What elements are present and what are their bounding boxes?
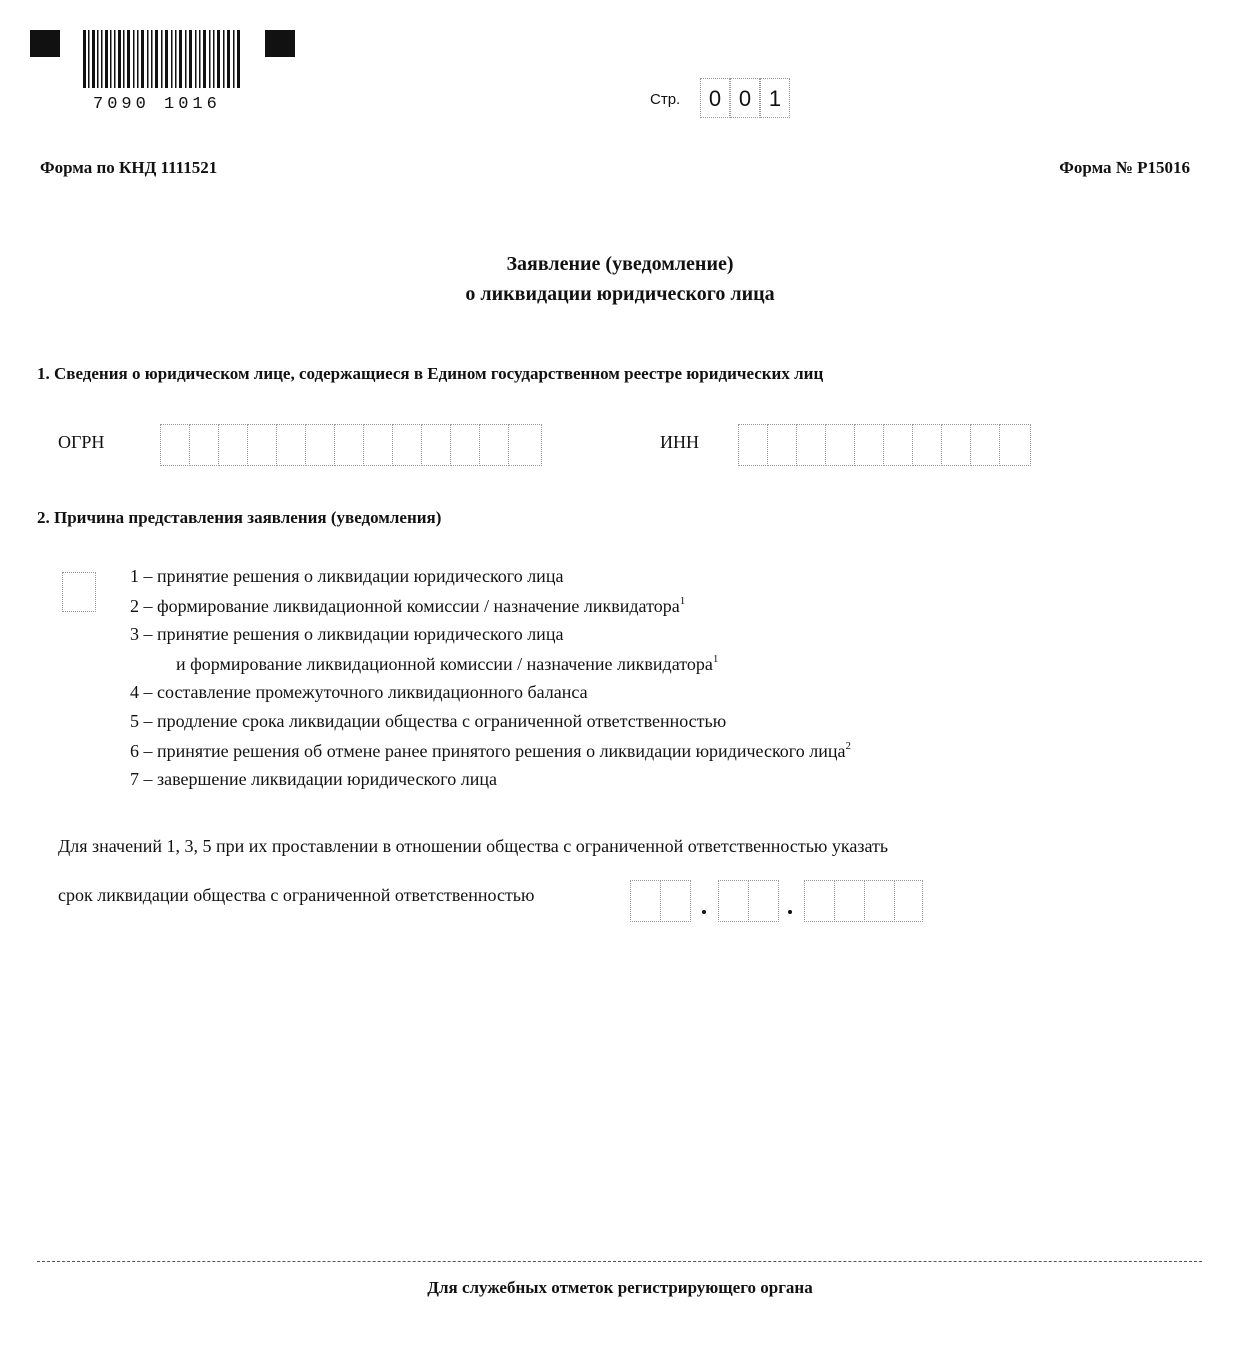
inn-cell[interactable] xyxy=(825,424,855,466)
liquidation-term-note: Для значений 1, 3, 5 при их проставлении в отношении общества с ограниченной ответственностью указать xyxy=(58,836,889,856)
ogrn-cell[interactable] xyxy=(189,424,219,466)
ogrn-cell[interactable] xyxy=(392,424,422,466)
reason-code-cell[interactable] xyxy=(62,572,96,612)
form-knd: Форма по КНД 1111521 xyxy=(40,158,218,177)
page-digit-cell: 0 xyxy=(700,78,730,118)
inn-cell[interactable] xyxy=(738,424,768,466)
ogrn-field[interactable] xyxy=(160,424,542,466)
ogrn-cell[interactable] xyxy=(160,424,190,466)
date-day-cell[interactable] xyxy=(660,880,691,922)
barcode-number: 7090 1016 xyxy=(93,95,221,114)
section2-heading: 2. Причина представления заявления (уведомления) xyxy=(37,508,442,527)
section1-heading: 1. Сведения о юридическом лице, содержащиеся в Едином государственном реестре юридических лиц xyxy=(37,364,824,383)
reason-option-7: 7 – завершение ликвидации юридического лица xyxy=(130,769,497,789)
reason-option-4: 4 – составление промежуточного ликвидационного баланса xyxy=(130,682,588,702)
inn-cell[interactable] xyxy=(970,424,1000,466)
liquidation-date-field[interactable] xyxy=(630,880,923,922)
page-digit-cell: 0 xyxy=(730,78,760,118)
inn-cell[interactable] xyxy=(767,424,797,466)
reason-option-3: 3 – принятие решения о ликвидации юридического лица xyxy=(130,624,564,644)
ogrn-cell[interactable] xyxy=(247,424,277,466)
date-year-cell[interactable] xyxy=(834,880,865,922)
ogrn-cell[interactable] xyxy=(508,424,542,466)
date-year-cell[interactable] xyxy=(864,880,895,922)
date-day-cell[interactable] xyxy=(630,880,661,922)
ogrn-cell[interactable] xyxy=(334,424,364,466)
footnote-mark: 2 xyxy=(845,740,851,752)
page-digit-cell: 1 xyxy=(760,78,790,118)
page-number-cells xyxy=(700,78,790,118)
document-title-line2: о ликвидации юридического лица xyxy=(465,283,775,305)
inn-label: ИНН xyxy=(660,432,699,452)
ogrn-cell[interactable] xyxy=(421,424,451,466)
cut-line xyxy=(37,1261,1202,1262)
footnote-mark: 1 xyxy=(679,595,686,607)
reason-option-2: 2 – формирование ликвидационной комиссии / назначение ликвидатора$^1$ xyxy=(130,595,686,616)
page-label: Стр. xyxy=(650,91,681,108)
reason-option-6: 6 – принятие решения об отмене ранее принятого решения о ликвидации юридического лица$^2$ xyxy=(130,740,851,761)
corner-mark-left xyxy=(30,30,60,57)
registrar-notes-heading: Для служебных отметок регистрирующего органа xyxy=(427,1278,813,1297)
footnote-mark: 1 xyxy=(712,653,719,665)
inn-cell[interactable] xyxy=(796,424,826,466)
liquidation-term-label: срок ликвидации общества с ограниченной ответственностью xyxy=(58,885,535,905)
ogrn-cell[interactable] xyxy=(479,424,509,466)
form-number: Форма № Р15016 xyxy=(1059,158,1190,177)
date-year-cell[interactable] xyxy=(804,880,835,922)
ogrn-cell[interactable] xyxy=(450,424,480,466)
reason-code-field[interactable] xyxy=(62,572,96,612)
inn-cell[interactable] xyxy=(854,424,884,466)
barcode xyxy=(83,30,243,88)
ogrn-cell[interactable] xyxy=(218,424,248,466)
ogrn-cell[interactable] xyxy=(276,424,306,466)
date-year-cell[interactable] xyxy=(894,880,923,922)
corner-mark-right xyxy=(265,30,295,57)
reason-option-5: 5 – продление срока ликвидации общества с ограниченной ответственностью xyxy=(130,711,727,731)
inn-cell[interactable] xyxy=(999,424,1031,466)
inn-cell[interactable] xyxy=(941,424,971,466)
document-title-line1: Заявление (уведомление) xyxy=(506,253,734,275)
date-separator-dot xyxy=(788,910,792,914)
date-separator-dot xyxy=(702,910,706,914)
reason-option-1: 1 – принятие решения о ликвидации юридического лица xyxy=(130,566,564,586)
reason-option-3-continued: и формирование ликвидационной комиссии / назначение ликвидатора$^1$ xyxy=(176,653,719,674)
inn-field[interactable] xyxy=(738,424,1031,466)
ogrn-cell[interactable] xyxy=(305,424,335,466)
date-month-cell[interactable] xyxy=(718,880,749,922)
inn-cell[interactable] xyxy=(912,424,942,466)
ogrn-cell[interactable] xyxy=(363,424,393,466)
inn-cell[interactable] xyxy=(883,424,913,466)
date-month-cell[interactable] xyxy=(748,880,779,922)
ogrn-label: ОГРН xyxy=(58,432,105,452)
